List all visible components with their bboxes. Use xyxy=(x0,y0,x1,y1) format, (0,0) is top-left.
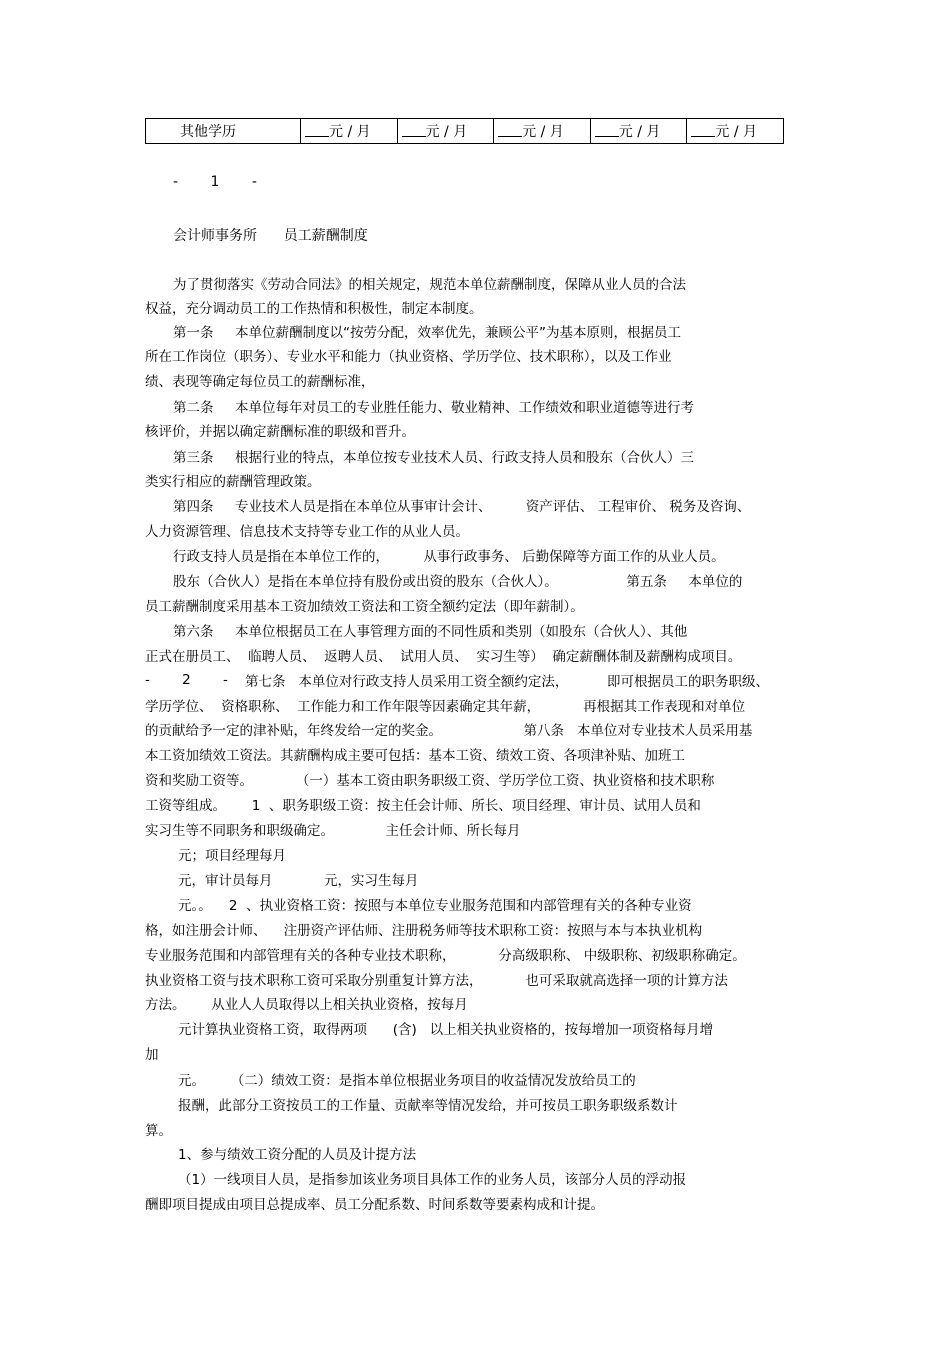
body-line: 核评价，并据以确定薪酬标准的职级和晋升。 xyxy=(145,424,415,440)
salary-cell: 元 / 月 xyxy=(301,119,398,144)
body-line: 1、参与绩效工资分配的人员及计提方法 xyxy=(178,1147,417,1163)
body-line: 第四条 专业技术人员是指在本单位从事审计会计、 资产评估、 工程审价、 税务及咨询、 xyxy=(173,499,751,515)
body-line: 第六条 本单位根据员工在人事管理方面的不同性质和类别（如股东（合伙人）、其他 xyxy=(173,624,688,640)
blank-line xyxy=(402,124,426,137)
body-line: 的贡献给予一定的津补贴，年终发给一定的奖金。 第八条 本单位对专业技术人员采用基 xyxy=(145,723,753,739)
blank-line xyxy=(595,124,619,137)
body-line: 为了贯彻落实《劳动合同法》的相关规定，规范本单位薪酬制度，保障从业人员的合法 xyxy=(173,277,686,293)
body-line: 执业资格工资与技术职称工资可采取分别重复计算方法， 也可采取就高选择一项的计算方法 xyxy=(145,973,728,989)
body-line: 第七条 本单位对行政支持人员采用工资全额约定法， 即可根据员工的职务职级、 xyxy=(245,674,769,690)
body-line: 绩、表现等确定每位员工的薪酬标准， xyxy=(145,374,375,390)
body-line: 工资等组成。 1 、职务职级工资：按主任会计师、所长、项目经理、审计员、试用人员和 xyxy=(145,798,701,814)
row-label: 其他学历 xyxy=(146,119,301,144)
body-line: 类实行相应的薪酬管理政策。 xyxy=(145,474,321,490)
body-line: 元。 （二）绩效工资：是指本单位根据业务项目的收益情况发放给员工的 xyxy=(178,1073,636,1089)
blank-line xyxy=(498,124,522,137)
body-line: 正式在册员工、 临聘人员、 返聘人员、 试用人员、 实习生等） 确定薪酬体制及薪酬构成项目。 xyxy=(145,649,742,665)
body-line: 元，审计员每月 元，实习生每月 xyxy=(178,873,419,889)
salary-cell: 元 / 月 xyxy=(397,119,494,144)
body-line: 酬即项目提成由项目总提成率、员工分配系数、时间系数等要素构成和计提。 xyxy=(145,1197,604,1213)
body-line: 人力资源管理、信息技术支持等专业工作的从业人员。 xyxy=(145,524,469,540)
document-title: 会计师事务所 员工薪酬制度 xyxy=(173,228,368,244)
body-line: 第三条 根据行业的特点，本单位按专业技术人员、行政支持人员和股东（合伙人）三 xyxy=(173,450,694,466)
body-line: 报酬，此部分工资按员工的工作量、贡献率等情况发给，并可按员工职务职级系数计 xyxy=(178,1098,678,1114)
body-line: 加 xyxy=(145,1047,159,1063)
body-line: 第二条 本单位每年对员工的专业胜任能力、敬业精神、工作绩效和职业道德等进行考 xyxy=(173,400,694,416)
body-line: 专业服务范围和内部管理有关的各种专业技术职称， 分高级职称、 中级职称、初级职称确定。 xyxy=(145,948,746,964)
salary-cell: 元 / 月 xyxy=(687,119,784,144)
table-row xyxy=(146,119,784,144)
body-line: 权益，充分调动员工的工作热情和积极性，制定本制度。 xyxy=(145,301,483,317)
salary-cell: 元 / 月 xyxy=(590,119,687,144)
body-line: 格，如注册会计师、 注册资产评估师、注册税务师等技术职称工资：按照与本与本执业机构 xyxy=(145,923,703,939)
body-line: 实习生等不同职务和职级确定。 主任会计师、所长每月 xyxy=(145,823,521,839)
blank-line xyxy=(691,124,715,137)
body-line: 所在工作岗位（职务）、专业水平和能力（执业资格、学历学位、技术职称），以及工作业 xyxy=(145,349,672,365)
body-line: 元；项目经理每月 xyxy=(178,848,286,864)
body-line: 元计算执业资格工资，取得两项 (含) 以上相关执业资格的，按每增加一项资格每月增 xyxy=(178,1022,714,1038)
body-line: 员工薪酬制度采用基本工资加绩效工资法和工资全额约定法（即年薪制）。 xyxy=(145,599,584,615)
body-line: （1）一线项目人员，是指参加该业务项目具体工作的业务人员，该部分人员的浮动报 xyxy=(178,1172,687,1188)
body-line: 本工资加绩效工资法。其薪酬构成主要可包括：基本工资、绩效工资、各项津补贴、加班工 xyxy=(145,748,685,764)
body-line: 元。。 2 、执业资格工资：按照与本单位专业服务范围和内部管理有关的各种专业资 xyxy=(178,898,692,914)
body-line: 股东（合伙人）是指在本单位持有股份或出资的股东（合伙人）。 第五条 本单位的 xyxy=(173,574,743,590)
page-number-1: - 1 - xyxy=(173,174,271,190)
page-number-2: - 2 - xyxy=(145,672,242,688)
salary-cell: 元 / 月 xyxy=(494,119,591,144)
body-line: 行政支持人员是指在本单位工作的， 从事行政事务、 后勤保障等方面工作的从业人员。 xyxy=(173,549,725,565)
body-line: 学历学位、 资格职称、 工作能力和工作年限等因素确定其年薪， 再根据其工作表现和对单位 xyxy=(145,699,746,715)
body-line: 第一条 本单位薪酬制度以“按劳分配，效率优先，兼顾公平”为基本原则，根据员工 xyxy=(173,325,681,341)
body-line: 算。 xyxy=(145,1123,172,1139)
body-line: 方法。 从业人人员取得以上相关执业资格，按每月 xyxy=(145,997,468,1013)
education-salary-table xyxy=(145,118,784,144)
body-line: 资和奖励工资等。 （一）基本工资由职务职级工资、学历学位工资、执业资格和技术职称 xyxy=(145,773,715,789)
blank-line xyxy=(305,124,329,137)
